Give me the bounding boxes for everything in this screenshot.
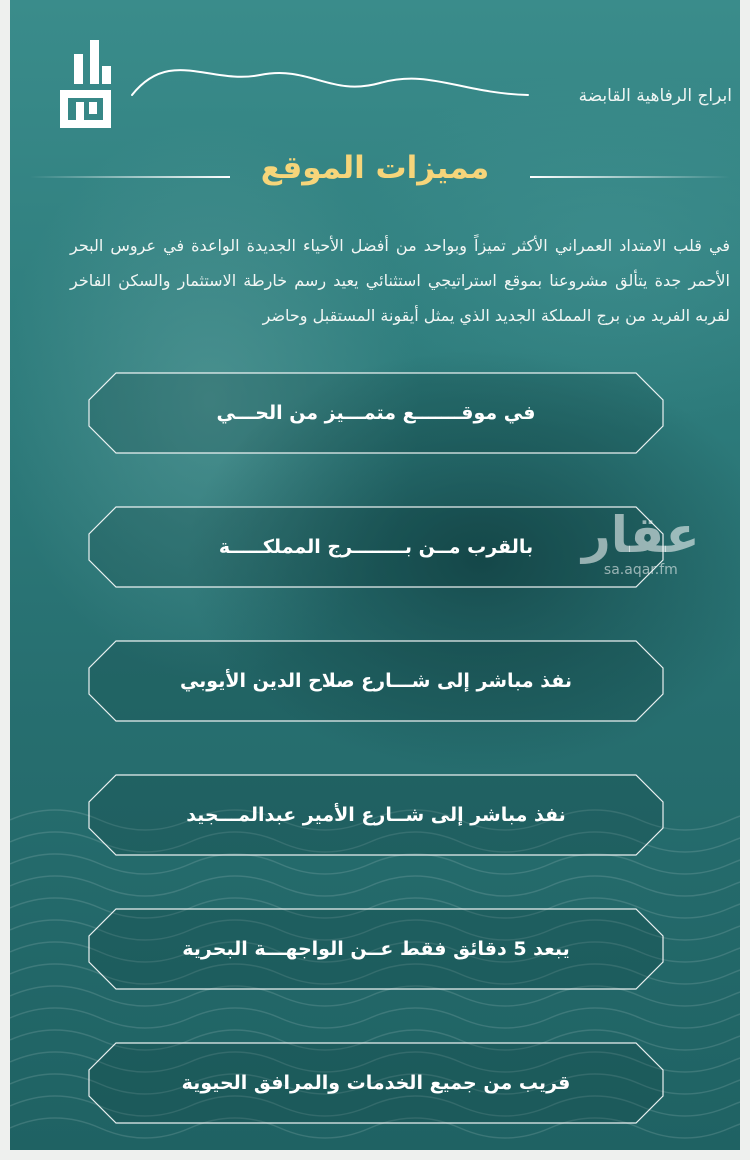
company-name: ابراج الرفاهية القابضة bbox=[578, 86, 732, 106]
feature-card bbox=[88, 774, 664, 856]
feature-card bbox=[88, 372, 664, 454]
poster bbox=[10, 0, 740, 1150]
abraj-logo-icon bbox=[56, 40, 114, 132]
features-list bbox=[88, 372, 664, 1150]
feature-label: يبعد 5 دقائق فقط عــن الواجهـــة البحرية bbox=[182, 938, 570, 960]
section-title: مميزات الموقع bbox=[260, 150, 490, 186]
feature-label: قريب من جميع الخدمات والمرافق الحيوية bbox=[181, 1072, 571, 1094]
section-title-row bbox=[10, 150, 740, 200]
feature-card bbox=[88, 1042, 664, 1124]
feature-label: بالقرب مــن بــــــــرج المملكـــــة bbox=[218, 536, 534, 558]
feature-label: نفذ مباشر إلى شــارع الأمير عبدالمـــجيد bbox=[186, 804, 566, 826]
feature-card bbox=[88, 506, 664, 588]
feature-label: في موقـــــــع متمـــيز من الحـــي bbox=[216, 402, 536, 424]
aqar-watermark bbox=[582, 508, 700, 578]
intro-paragraph: في قلب الامتداد العمراني الأكثر تميزاً وبواحد من أفضل الأحياء الجديدة الواعدة في عروس البحر الأحمر جدة يتألق مشروعنا بموقع استراتيجي استثنائي يعيد رسم خارطة الاستثمار والسكن الفاخر لقربه الفريد من برج المملكة الجديد الذي يمثل أيقونة المستقبل وحاضر bbox=[70, 236, 730, 325]
header-wave-line bbox=[130, 55, 530, 105]
feature-card bbox=[88, 640, 664, 722]
watermark-brand: عقار bbox=[582, 506, 700, 564]
feature-card bbox=[88, 908, 664, 990]
feature-label: نفذ مباشر إلى شـــارع صلاح الدين الأيوبي bbox=[179, 670, 573, 692]
title-divider-right bbox=[530, 176, 730, 178]
watermark-url: sa.aqar.fm bbox=[603, 562, 678, 578]
